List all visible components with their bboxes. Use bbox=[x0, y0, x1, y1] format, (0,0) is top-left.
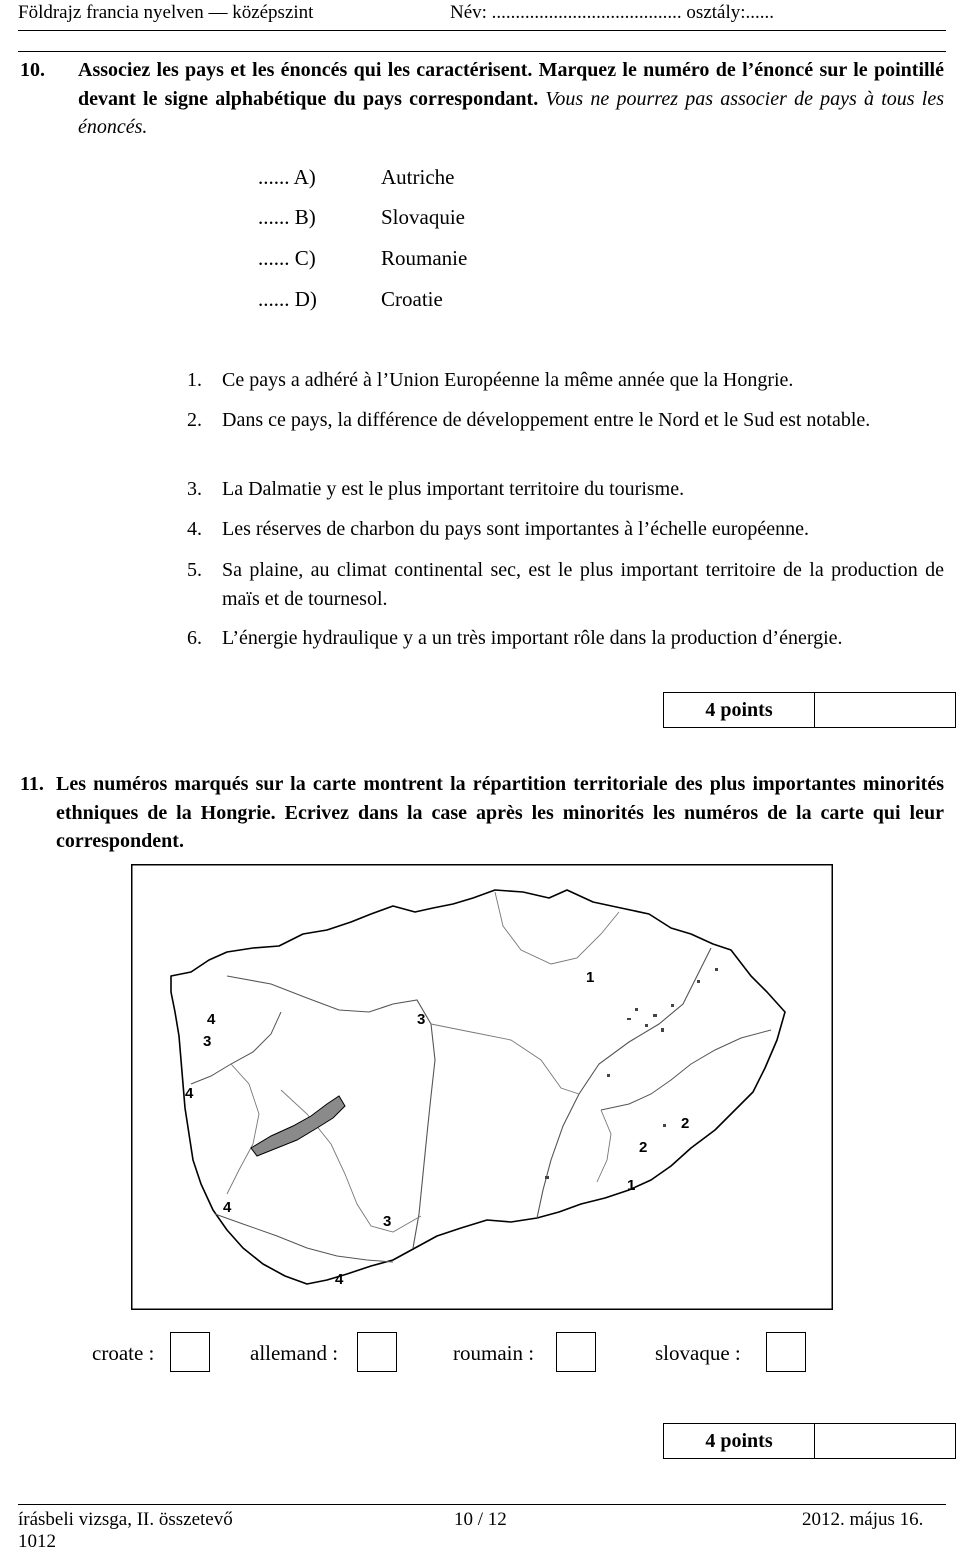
answer-croate-label: croate : bbox=[92, 1341, 155, 1365]
map-label-3-northwest: 3 bbox=[203, 1033, 212, 1050]
statement-4-num: 4. bbox=[187, 518, 202, 540]
map-label-2-east: 2 bbox=[681, 1115, 690, 1132]
map-label-1-north: 1 bbox=[586, 969, 595, 986]
q10-instruction-italic: Vous ne pourrez pas associer de pays à tous les énoncés. bbox=[78, 87, 945, 138]
statement-5-num: 5. bbox=[187, 559, 202, 581]
footer-code: 1012 bbox=[18, 1531, 56, 1552]
q10-points-label: 4 points bbox=[664, 693, 815, 727]
q10-instructions bbox=[78, 56, 944, 142]
statement-3-text: La Dalmatie y est le plus important territoire du tourisme. bbox=[222, 478, 685, 500]
q11-points-box bbox=[663, 1423, 956, 1459]
q10-score-cell[interactable] bbox=[815, 693, 955, 727]
option-a-mark: ...... A) bbox=[258, 165, 316, 189]
q10-points-box bbox=[663, 692, 956, 728]
q10-number: 10. bbox=[20, 59, 45, 81]
q11-number: 11. bbox=[20, 773, 44, 795]
answer-allemand-label: allemand : bbox=[250, 1341, 339, 1365]
map-label-3-north-center: 3 bbox=[417, 1011, 426, 1028]
header-rule bbox=[18, 30, 946, 31]
option-b-country: Slovaquie bbox=[381, 205, 465, 229]
q11-score-cell[interactable] bbox=[815, 1424, 955, 1458]
statement-4-text: Les réserves de charbon du pays sont importantes à l’échelle européenne. bbox=[222, 518, 809, 540]
map-label-4-south: 4 bbox=[335, 1271, 344, 1288]
statement-2-text: Dans ce pays, la différence de développement entre le Nord et le Sud est notable. bbox=[222, 409, 871, 431]
statement-1-text: Ce pays a adhéré à l’Union Européenne la même année que la Hongrie. bbox=[222, 369, 794, 391]
q10-instruction-bold: Associez les pays et les énoncés qui les caractérisent. Marquez le numéro de l’énoncé sur le pointillé devant le signe alphabétique du pays correspondant. bbox=[78, 59, 944, 110]
header-rule-2 bbox=[18, 51, 946, 52]
q11-points-label: 4 points bbox=[664, 1424, 815, 1458]
hungary-minorities-map bbox=[131, 864, 833, 1310]
answer-roumain-box[interactable] bbox=[556, 1332, 596, 1372]
header-name-field: Név: ........................................ osztály:...... bbox=[450, 2, 775, 23]
answer-allemand-box[interactable] bbox=[357, 1332, 397, 1372]
statement-3-num: 3. bbox=[187, 478, 202, 500]
option-d-mark: ...... D) bbox=[258, 287, 317, 311]
answer-slovaque-label: slovaque : bbox=[655, 1341, 741, 1365]
map-label-4-west: 4 bbox=[185, 1085, 194, 1102]
option-c-mark: ...... C) bbox=[258, 246, 316, 270]
option-c-country: Roumanie bbox=[381, 246, 468, 270]
statement-6-num: 6. bbox=[187, 627, 202, 649]
footer-exam-label: írásbeli vizsga, II. összetevő bbox=[18, 1509, 233, 1530]
answer-slovaque-box[interactable] bbox=[766, 1332, 806, 1372]
option-d-country: Croatie bbox=[381, 287, 443, 311]
answer-roumain-label: roumain : bbox=[453, 1341, 535, 1365]
statement-5-text: Sa plaine, au climat continental sec, est le plus important territoire de la production de maïs et de tournesol. bbox=[222, 559, 944, 610]
footer-page-number: 10 / 12 bbox=[454, 1509, 507, 1530]
option-b-mark: ...... B) bbox=[258, 205, 316, 229]
map-label-4-northwest: 4 bbox=[207, 1011, 216, 1028]
q11-instructions: Les numéros marqués sur la carte montrent la répartition territoriale des plus importantes minorités ethniques de la Hongrie. Ecrivez dans la case après les minorités les numéros de la carte qui leur correspondent. bbox=[56, 773, 944, 852]
statement-2-num: 2. bbox=[187, 409, 202, 431]
header-title: Földrajz francia nyelven — középszint bbox=[18, 2, 314, 23]
footer-rule bbox=[18, 1504, 946, 1505]
statement-1-num: 1. bbox=[187, 369, 202, 391]
map-label-2-southeast: 2 bbox=[639, 1139, 648, 1156]
map-frame bbox=[132, 865, 833, 1310]
map-label-3-south: 3 bbox=[383, 1213, 392, 1230]
footer-date: 2012. május 16. bbox=[802, 1509, 924, 1530]
statement-6-text: L’énergie hydraulique y a un très important rôle dans la production d’énergie. bbox=[222, 627, 843, 649]
map-label-4-southwest: 4 bbox=[223, 1199, 232, 1216]
answer-croate-box[interactable] bbox=[170, 1332, 210, 1372]
map-label-1-southeast: 1 bbox=[627, 1177, 636, 1194]
option-a-country: Autriche bbox=[381, 165, 455, 189]
